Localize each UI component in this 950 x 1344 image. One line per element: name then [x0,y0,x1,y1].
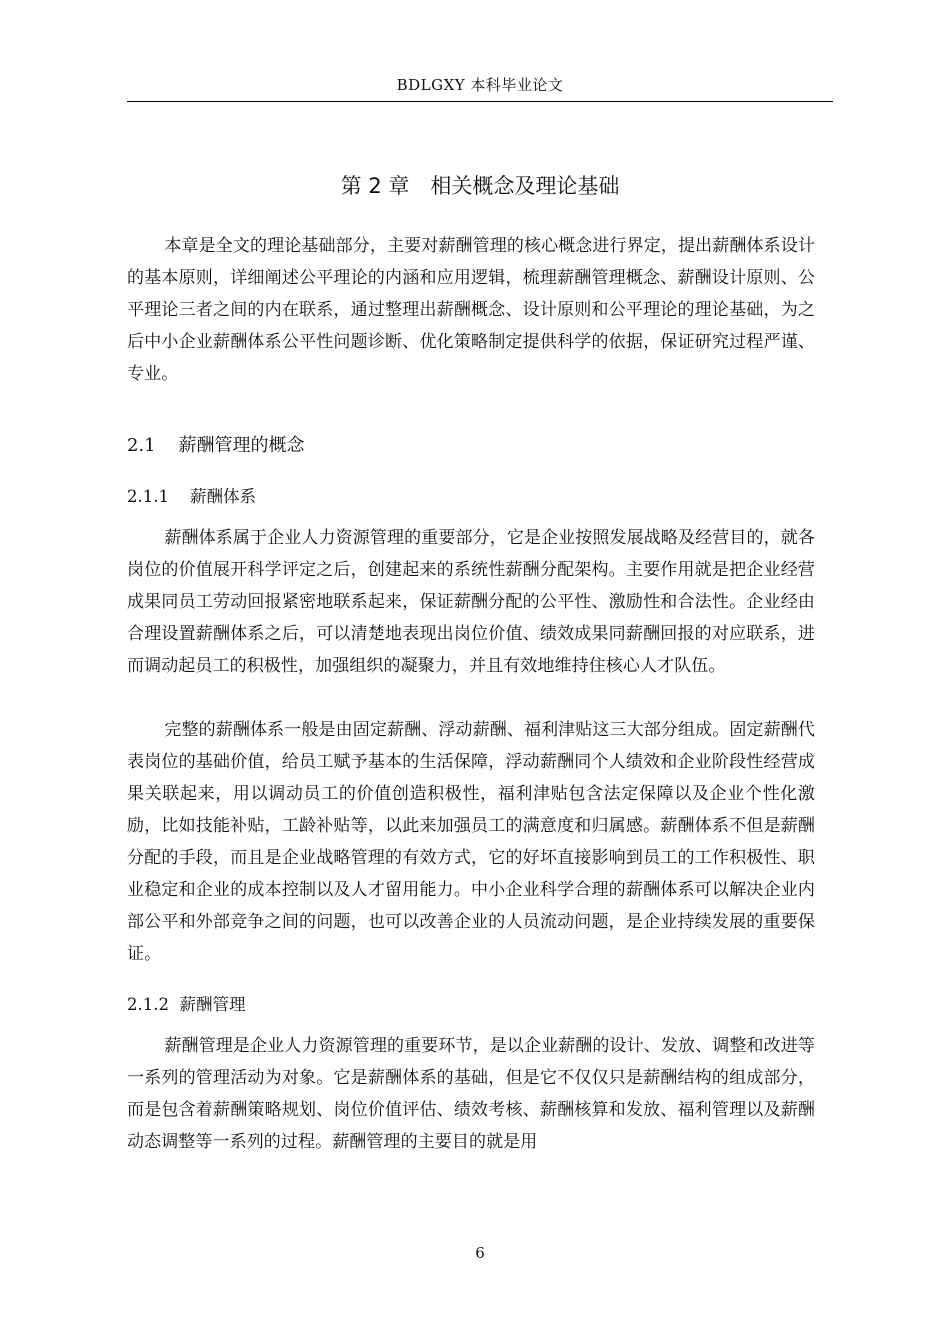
section-number: 2.1.1 [127,487,169,506]
body-paragraph: 薪酬体系属于企业人力资源管理的重要部分，它是企业按照发展战略及经营目的，就各岗位的价值展开科学评定之后，创建起来的系统性薪酬分配架构。主要作用就是把企业经营成果同员工劳动回报紧密地联系起来，保证薪酬分配的公平性、激励性和合法性。企业经由合理设置薪酬体系之后，可以清楚地表现出岗位价值、绩效成果同薪酬回报的对应联系，进而调动起员工的积极性，加强组织的凝聚力，并且有效地维持住核心人才队伍。 [127,528,815,676]
chapter-intro-paragraph: 本章是全文的理论基础部分，主要对薪酬管理的核心概念进行界定，提出薪酬体系设计的基本原则，详细阐述公平理论的内涵和应用逻辑，梳理薪酬管理概念、薪酬设计原则、公平理论三者之间的内在联系，通过整理出薪酬概念、设计原则和公平理论的理论基础，为之后中小企业薪酬体系公平性问题诊断、优化策略制定提供科学的依据，保证研究过程严谨、专业。 [127,236,815,384]
running-header: BDLGXY 本科毕业论文 [396,76,564,94]
section-title: 薪酬管理 [179,995,246,1014]
section-title: 薪酬体系 [189,487,256,506]
section-heading-2-1-1 [127,482,256,512]
section-heading-2-1 [127,431,305,461]
section-title: 薪酬管理的概念 [178,435,305,456]
chapter-title: 第 2 章 相关概念及理论基础 [340,174,620,198]
section-number: 2.1.2 [127,995,169,1014]
body-paragraph: 完整的薪酬体系一般是由固定薪酬、浮动薪酬、福利津贴这三大部分组成。固定薪酬代表岗位的基础价值，给员工赋予基本的生活保障，浮动薪酬同个人绩效和企业阶段性经营成果关联起来，用以调动员工的价值创造积极性，福利津贴包含法定保障以及企业个性化激励，比如技能补贴，工龄补贴等，以此来加强员工的满意度和归属感。薪酬体系不但是薪酬分配的手段，而且是企业战略管理的有效方式，它的好坏直接影响到员工的工作积极性、职业稳定和企业的成本控制以及人才留用能力。中小企业科学合理的薪酬体系可以解决企业内部公平和外部竞争之间的问题，也可以改善企业的人员流动问题，是企业持续发展的重要保证。 [127,720,815,964]
body-paragraph: 薪酬管理是企业人力资源管理的重要环节，是以企业薪酬的设计、发放、调整和改进等一系列的管理活动为对象。它是薪酬体系的基础，但是它不仅仅只是薪酬结构的组成部分，而是包含着薪酬策略规划、岗位价值评估、绩效考核、薪酬核算和发放、福利管理以及薪酬动态调整等一系列的过程。薪酬管理的主要目的就是用 [127,1036,815,1152]
section-heading-2-1-2 [127,990,245,1020]
section-number: 2.1 [127,435,156,456]
page-number: 6 [475,1244,485,1262]
header-rule [127,101,833,102]
